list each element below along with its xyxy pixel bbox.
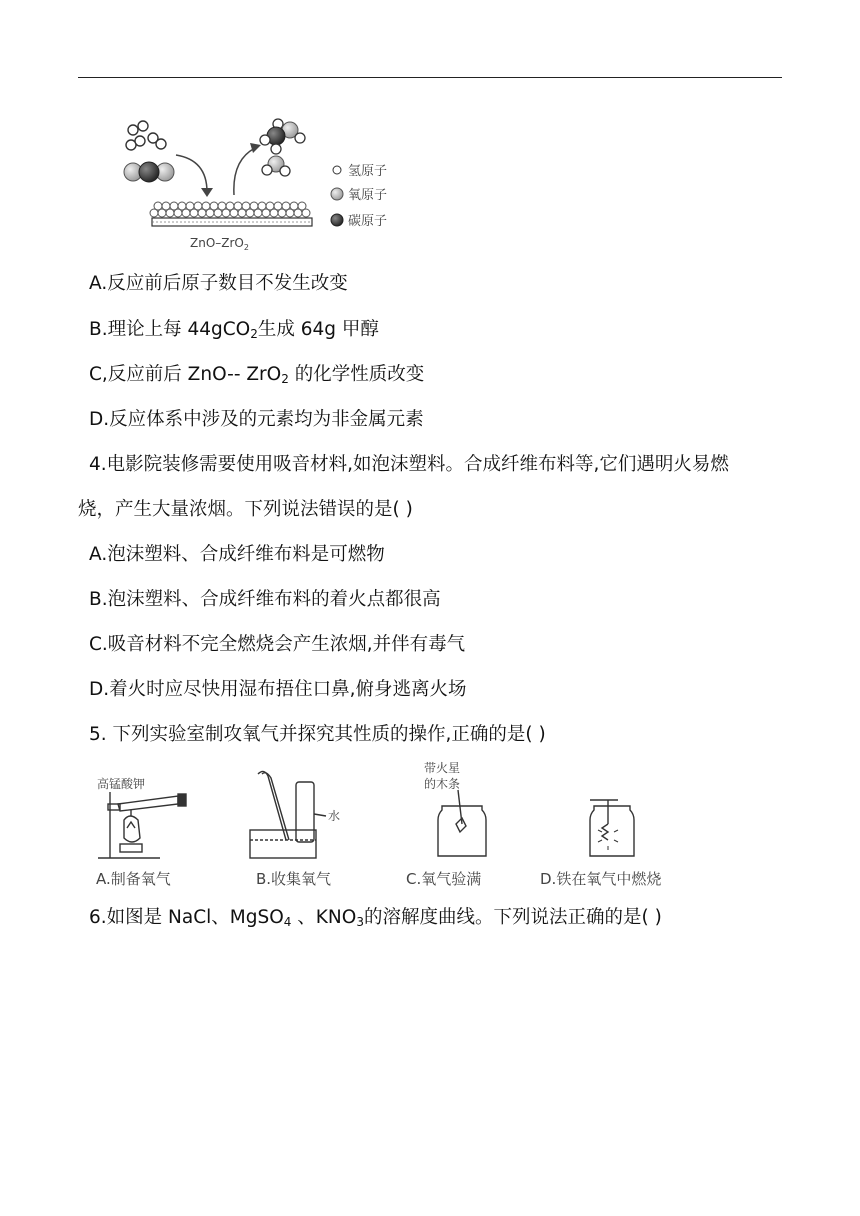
legend-hydrogen-label: 氢原子 [348,164,388,179]
legend-carbon-label: 碳原子 [348,214,388,229]
q3-option-c-text1: C,反应前后 ZnO-- ZrO [89,364,282,385]
hydrogen-molecules [126,121,166,150]
q6-stem [89,906,662,930]
q6-sub2: 3 [356,915,364,929]
q3-option-b-text1: B.理论上每 44gCO [89,319,251,340]
legend-oxygen-icon [331,188,343,200]
apparatus-d [590,800,634,856]
caption-b: B.收集氧气 [256,870,332,888]
q4-option-a: A.泡沫塑料、合成纤维布料是可燃物 [89,544,385,565]
q4-option-c: C.吸音材料不完全燃烧会产生浓烟,并伴有毒气 [89,634,466,655]
caption-c: C.氧气验满 [406,870,482,888]
apparatus-a [97,776,186,858]
methanol-molecule [260,119,305,154]
q3-option-c-sub: 2 [281,372,289,386]
apparatus-b [250,771,340,858]
label-splint-1: 带火星 [424,761,461,775]
header-rule [78,77,782,78]
label-splint-2: 的木条 [424,777,461,791]
arrow-down-icon [176,155,207,192]
reaction-diagram [82,100,412,260]
q3-option-b-text2: 生成 64g 甲醇 [257,319,379,340]
apparatus-c [424,760,486,856]
lab-apparatus-figure [90,760,690,892]
legend-hydrogen-icon [333,166,341,174]
q4-stem-line1: 4.电影院装修需要使用吸音材料,如泡沫塑料。合成纤维布料等,它们遇明火易燃 [89,454,729,475]
label-kmno4: 高锰酸钾 [97,777,146,791]
q3-option-c [89,363,424,387]
q6-text2: 、KNO [291,907,357,928]
arrow-up-head [250,143,261,153]
legend-carbon-icon [331,214,343,226]
q3-option-c-text2: 的化学性质改变 [288,364,425,385]
q6-text3: 的溶解度曲线。下列说法正确的是( ) [363,907,662,928]
legend [331,164,387,229]
q3-option-b [89,318,379,342]
q6-sub1: 4 [283,915,292,929]
arrow-up-icon [234,148,255,195]
q4-stem-line2: 烧，产生大量浓烟。下列说法错误的是( ) [78,499,413,520]
q3-option-b-sub: 2 [250,327,258,341]
catalyst-label: ZnO–ZrO$_2$ [190,236,249,252]
q3-option-a: A.反应前后原子数目不发生改变 [89,273,348,294]
caption-a: A.制备氧气 [96,870,171,888]
q4-option-b: B.泡沫塑料、合成纤维布料的着火点都很高 [89,589,441,610]
caption-d: D.铁在氧气中燃烧 [540,870,662,888]
q3-option-d: D.反应体系中涉及的元素均为非金属元素 [89,409,424,430]
label-water: 水 [328,809,341,823]
legend-oxygen-label: 氧原子 [348,188,388,203]
q4-option-d: D.着火时应尽快用湿布捂住口鼻,俯身逃离火场 [89,679,467,700]
arrow-down-head [201,188,213,197]
water-molecule [262,156,290,176]
co2-molecule [124,162,174,182]
q6-text1: 6.如图是 NaCl、MgSO [89,907,284,928]
catalyst-surface [150,202,312,226]
q5-stem: 5. 下列实验室制攻氧气并探究其性质的操作,正确的是( ) [89,724,546,745]
